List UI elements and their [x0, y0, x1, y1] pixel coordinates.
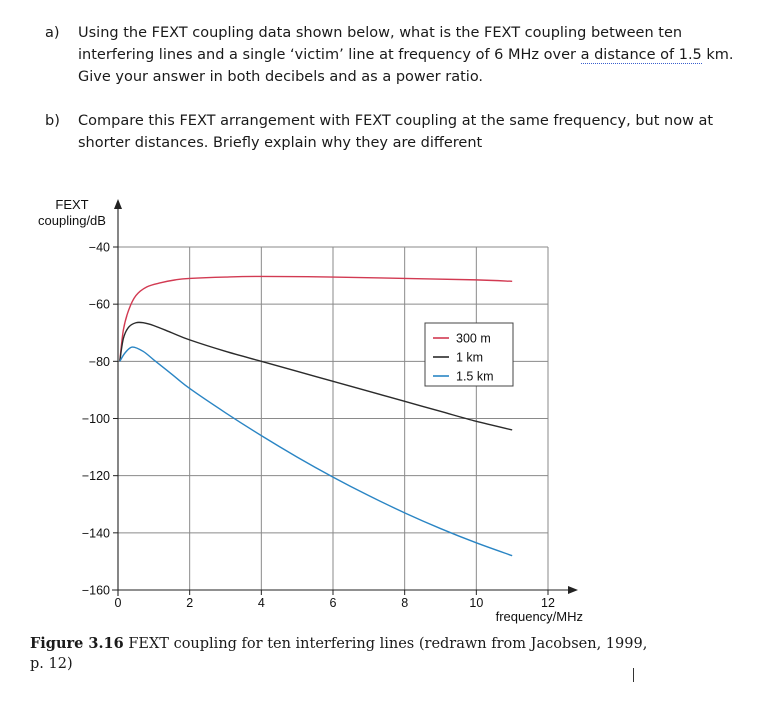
question-a-letter: a)	[45, 25, 60, 41]
question-a-underlined: a distance of 1.5	[580, 47, 702, 63]
x-tick-label: 0	[114, 596, 122, 610]
y-axis-title-line1: FEXT	[55, 197, 89, 212]
figure-caption-text: FEXT coupling for ten interfering lines (redrawn from Jacobsen, 1999, p. 12)	[30, 636, 648, 672]
x-tick-label: 12	[541, 596, 555, 610]
y-tick-label: −80	[88, 354, 110, 369]
y-tick-label: −120	[81, 469, 110, 484]
legend-label: 1 km	[456, 350, 484, 365]
y-axis-title-line2: coupling/dB	[38, 213, 106, 228]
question-a-text-start: Using the FEXT coupling data shown below, what is the FEXT coupling between ten interfering lines and a single ‘victim’ line at frequency of 6 MHz over	[78, 25, 683, 63]
x-axis-arrow	[568, 586, 578, 594]
x-tick-label: 8	[401, 596, 409, 610]
question-a-text	[78, 22, 758, 88]
y-tick-label: −100	[81, 412, 110, 426]
x-tick-label: 4	[257, 596, 265, 610]
x-axis-title: frequency/MHz	[495, 609, 583, 624]
legend-label: 300 m	[456, 331, 491, 346]
x-tick-label: 2	[186, 596, 194, 610]
y-tick-label: −60	[88, 297, 110, 312]
x-tick-label: 6	[329, 596, 337, 610]
figure-caption	[30, 634, 650, 674]
figure-label: Figure 3.16	[30, 635, 124, 652]
y-tick-label: −160	[81, 583, 110, 598]
text-cursor	[633, 668, 634, 682]
y-tick-label: −140	[81, 526, 110, 541]
y-axis-arrow	[114, 199, 122, 209]
y-tick-label: −40	[88, 240, 110, 255]
question-b-text: Compare this FEXT arrangement with FEXT coupling at the same frequency, but now at shorter distances. Briefly explain why they are different	[78, 113, 714, 151]
question-b-letter: b)	[45, 113, 60, 129]
legend-label: 1.5 km	[456, 369, 494, 384]
question-a-text-end: km. Give your answer in both decibels and as a power ratio.	[78, 47, 734, 85]
x-tick-label: 10	[469, 596, 484, 610]
fext-chart	[0, 190, 771, 635]
